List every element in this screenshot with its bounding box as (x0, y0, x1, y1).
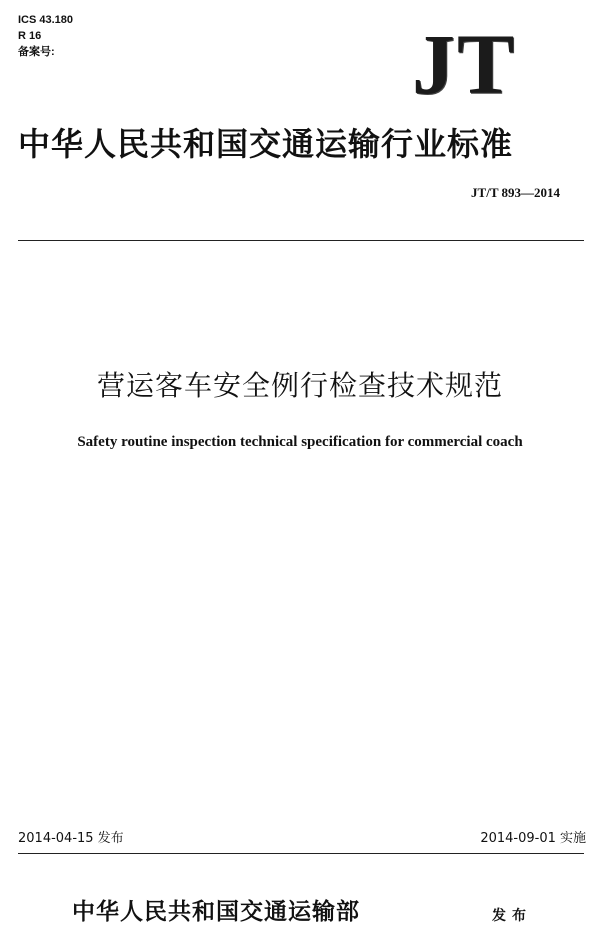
metadata-block (18, 12, 73, 60)
issue-date: 2014-04-15 发布 (18, 831, 124, 846)
top-divider (18, 240, 584, 241)
filing-number: 备案号: (18, 46, 55, 58)
bottom-divider (18, 853, 584, 854)
industry-standard-title: 中华人民共和国交通运输行业标准 (18, 125, 514, 163)
publish-label: 发布 (492, 908, 532, 924)
publisher-name: 中华人民共和国交通运输部 (72, 899, 360, 925)
jt-logo: JT (412, 16, 517, 112)
document-title-chinese: 营运客车安全例行检查技术规范 (96, 369, 503, 402)
standard-number: JT/T 893—2014 (471, 185, 560, 200)
document-title-english: Safety routine inspection technical specification for commercial coach (77, 434, 523, 450)
ics-code: ICS 43.180 (18, 14, 74, 26)
implementation-date: 2014-09-01 实施 (480, 831, 586, 846)
ccs-code: R 16 (18, 30, 42, 42)
